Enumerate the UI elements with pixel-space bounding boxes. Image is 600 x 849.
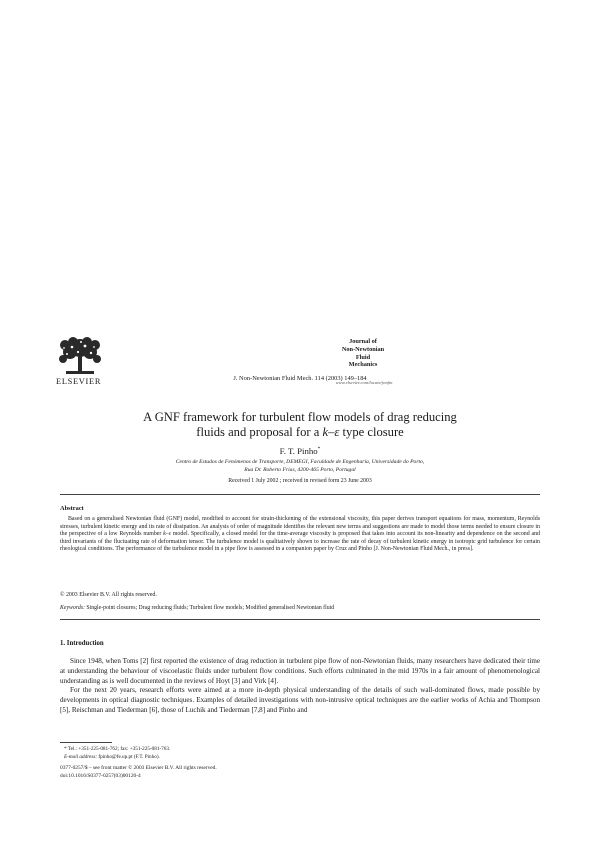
affiliation: Centro de Estudos de Fenómenos de Transporte, DEMEGI, Faculdade de Engenharia, Universidade do Porto, Rua Dr. Roberto Frias, 4200-465 Porto, Portugal	[175, 459, 425, 474]
journal-logo	[318, 338, 408, 369]
divider	[60, 494, 540, 495]
abstract-body: Based on a generalised Newtonian fluid (GNF) model, modified to account for strain-thickening of the extensional viscosity, this paper derives transport equations for mass, momentum, Reynolds stresses, turbulent kinetic energy and its rate of dissipation. An analysis of order of magnitude identifies the relevant new terms and suggestions are made to model those terms needed to ensure closure in the perspective of a low Reynolds number k–ε model. Specifically, a closed model for the time-average viscosity is proposed that takes into account its non-linearity and dependence on the second and third invariants of the fluctuating rate of deformation tensor. The turbulence model is qualitatively shown to increase the rate of decay of turbulent kinetic energy in isotropic grid turbulence for certain rheological conditions. The performance of the turbulence model in a pipe flow is assessed in a companion paper by Cruz and Pinho [J. Non-Newtonian Fluid Mech., in press].	[60, 516, 540, 553]
front-matter-line: 0377-0257/$ – see front matter © 2003 Elsevier B.V. All rights reserved.	[60, 765, 217, 771]
introduction-body	[60, 657, 540, 716]
journal-logo-line: Fluid	[355, 353, 371, 361]
abstract-copyright: © 2003 Elsevier B.V. All rights reserved.	[60, 592, 157, 598]
author-name: F. T. Pinho*	[279, 446, 321, 456]
keywords: Keywords: Single-point closures; Drag reducing fluids; Turbulent flow models; Modified generalised Newtonian fluid	[60, 605, 335, 611]
abstract-heading: Abstract	[60, 505, 84, 512]
paragraph: For the next 20 years, research efforts were aimed at a more in-depth physical understanding of the details of such wall-dominated flows, made possible by developments in optical diagnostic techniques. Examples of detailed investigations with non-intrusive optical techniques are the earlier works of Achia and Thompson [5], Reischman and Tiederman [6], those of Luchik and Tiederman [7,8] and Pinho and	[60, 686, 540, 714]
paragraph: Since 1948, when Toms [2] first reported the existence of drag reduction in turbulent pipe flow of non-Newtonian fluids, many researchers have dedicated their time at understanding the behaviour of viscoelastic fluids under turbulent flow conditions. Such efforts culminated in the mid 1970s in a fair amount of phenomenological understanding as is well documented in the reviews of Hoyt [3] and Virk [4].	[60, 657, 540, 685]
title-line-2: fluids and proposal for a k–ε type closure	[196, 425, 404, 440]
title-line-1: A GNF framework for turbulent flow models of drag reducing	[143, 410, 457, 424]
footnote-email: E-mail address: fpinho@fe.up.pt (F.T. Pinho).	[64, 754, 160, 760]
publisher-name: ELSEVIER	[56, 377, 102, 386]
journal-reference: J. Non-Newtonian Fluid Mech. 114 (2003) 149–184	[233, 375, 367, 382]
journal-logo-line: Non-Newtonian	[341, 345, 385, 353]
section-heading-introduction: 1. Introduction	[60, 640, 104, 647]
doi[interactable]: doi:10.1016/S0377-0257(03)00120-4	[60, 773, 141, 779]
article-title	[60, 410, 540, 440]
footnote-divider	[60, 742, 112, 743]
author-footnote-mark[interactable]: *	[317, 446, 321, 453]
divider	[60, 619, 540, 620]
elsevier-tree-logo	[58, 337, 102, 375]
journal-url[interactable]: www.elsevier.com/locate/jnnfm	[335, 380, 393, 385]
journal-logo-line: Mechanics	[348, 361, 378, 369]
journal-logo-line: Journal of	[349, 338, 377, 345]
footnote-contact: * Tel.: +351-225-081-762; fax: +351-225-081-763.	[64, 746, 171, 752]
received-dates: Received 1 July 2002 ; received in revised form 23 June 2003	[228, 478, 372, 484]
